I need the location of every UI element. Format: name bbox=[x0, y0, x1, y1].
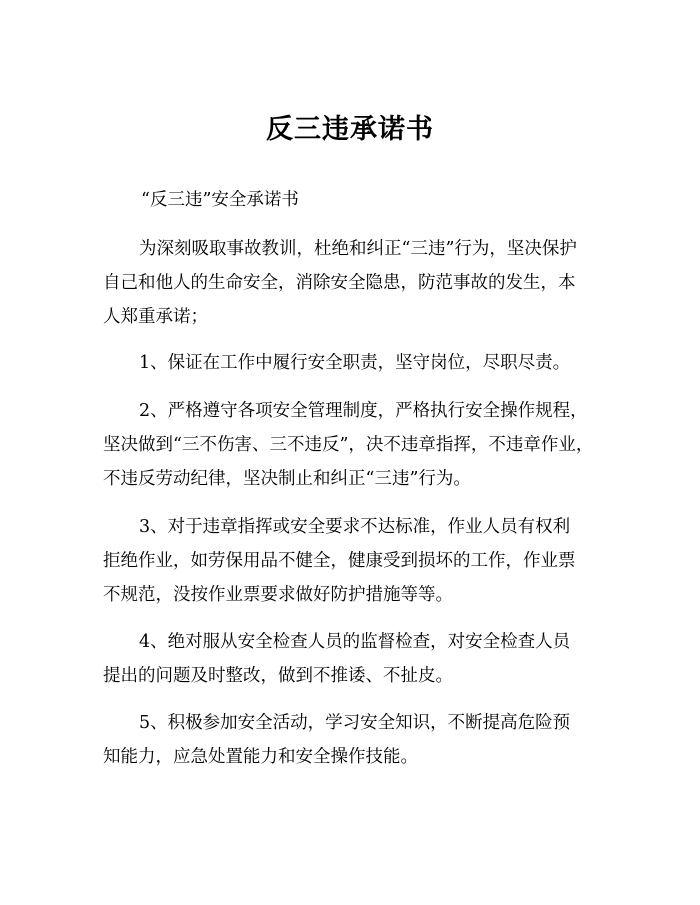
paragraph-line: 拒绝作业，如劳保用品不健全，健康受到损坏的工作，作业票 bbox=[103, 551, 576, 571]
paragraph-line: 不违反劳动纪律，坚决制止和纠正“三违”行为。 bbox=[103, 469, 471, 489]
paragraph-line: 坚决做到“三不伤害、三不违反”，决不违章指挥，不违章作业， bbox=[103, 435, 594, 455]
paragraph-item-2 bbox=[103, 394, 613, 496]
paragraph-line: 为深刻吸取事故教训，杜绝和纠正“三违”行为，坚决保护 bbox=[139, 239, 577, 259]
paragraph-line: 2、严格遵守各项安全管理制度，严格执行安全操作规程， bbox=[139, 401, 588, 421]
paragraph-line: 4、绝对服从安全检查人员的监督检查，对安全检查人员 bbox=[139, 632, 571, 652]
paragraph-item-1 bbox=[103, 346, 613, 380]
paragraph-intro bbox=[103, 232, 613, 334]
paragraph-line: 提出的问题及时整改，做到不推诿、不扯皮。 bbox=[103, 666, 453, 686]
document-title: 反三违承诺书 bbox=[266, 114, 434, 145]
paragraph-line: 5、积极参加安全活动，学习安全知识，不断提高危险预 bbox=[139, 713, 571, 733]
paragraph-line: 3、对于违章指挥或安全要求不达标准，作业人员有权利 bbox=[139, 517, 571, 537]
paragraph-line: 1、保证在工作中履行安全职责，坚守岗位，尽职尽责。 bbox=[139, 353, 571, 373]
paragraph-line: 人郑重承诺； bbox=[103, 307, 208, 327]
paragraph-line: 知能力，应急处置能力和安全操作技能。 bbox=[103, 747, 418, 767]
paragraph-line: 自己和他人的生命安全，消除安全隐患，防范事故的发生，本 bbox=[103, 273, 576, 293]
paragraph-item-3 bbox=[103, 510, 613, 612]
paragraph-item-5 bbox=[103, 706, 613, 774]
paragraph-line: 不规范，没按作业票要求做好防护措施等等。 bbox=[103, 585, 453, 605]
document-subtitle: “反三违”安全承诺书 bbox=[141, 190, 299, 210]
paragraph-item-4 bbox=[103, 625, 613, 693]
